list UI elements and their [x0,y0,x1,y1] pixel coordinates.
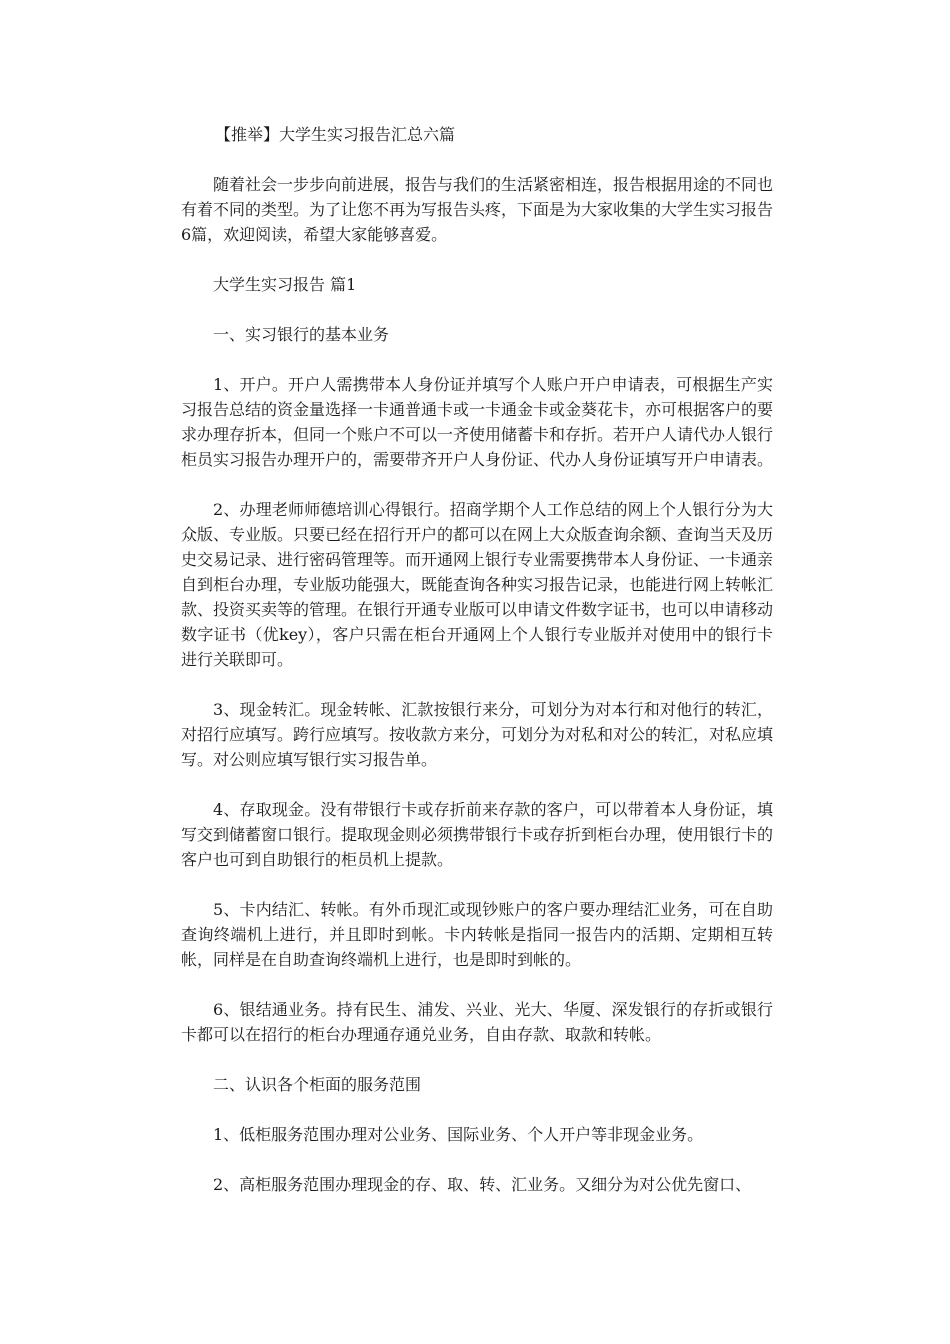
paragraph-high-counter: 2、高柜服务范围办理现金的存、取、转、汇业务。又细分为对公优先窗口、 [213,1175,752,1194]
spacer [181,872,773,897]
spacer [181,972,773,997]
intro-paragraph: 随着社会一步步向前进展，报告与我们的生活紧密相连，报告根据用途的不同也有着不同的类型。为了让您不再为写报告头疼，下面是为大家收集的大学生实习报告6篇，欢迎阅读，希望大家能够喜爱。 [181,175,774,244]
spacer [181,1097,773,1122]
paragraph-online-banking: 2、办理老师师德培训心得银行。招商学期个人工作总结的网上个人银行分为大众版、专业版。只要已经在招行开户的都可以在网上大众版查询余额、查询当天及历史交易记录、进行密码管理等。而开通网上银行专业需要携带本人身份证、一卡通亲自到柜台办理，专业版功能强大，既能查询各种实习报告记录，也能进行网上转帐汇款、投资买卖等的管理。在银行开通专业版可以申请文件数字证书，也可以申请移动数字证书（优key），客户只需在柜台开通网上个人银行专业版并对使用中的银行卡进行关联即可。 [181,500,774,669]
spacer [181,1047,773,1072]
paragraph-deposit-withdrawal: 4、存取现金。没有带银行卡或存折前来存款的客户，可以带着本人身份证，填写交到储蓄窗口银行。提取现金则必须携带银行卡或存折到柜台办理，使用银行卡的客户也可到自助银行的柜员机上提款。 [181,800,774,869]
spacer [181,672,773,697]
spacer [181,147,773,172]
paragraph-card-exchange: 5、卡内结汇、转帐。有外币现汇或现钞账户的客户要办理结汇业务，可在自助查询终端机上进行，并且即时到帐。卡内转帐是指同一报告内的活期、定期相互转帐，同样是在自助查询终端机上进行，也是即时到帐的。 [181,900,773,969]
document-title: 【推举】大学生实习报告汇总六篇 [215,125,456,144]
paragraph-cash-transfer: 3、现金转汇。现金转帐、汇款按银行来分，可划分为对本行和对他行的转汇，对招行应填写。跨行应填写。按收款方来分，可划分为对私和对公的转汇，对私应填写。对公则应填写银行实习报告单。 [181,700,774,769]
spacer [181,297,773,322]
paragraph-low-counter: 1、低柜服务范围办理对公业务、国际业务、个人开户等非现金业务。 [213,1125,704,1144]
document-body [181,122,773,1197]
section-heading-part1: 大学生实习报告 篇1 [213,275,357,294]
spacer [181,1147,773,1172]
spacer [181,472,773,497]
spacer [181,772,773,797]
spacer [181,247,773,272]
spacer [181,347,773,372]
paragraph-account-opening: 1、开户。开户人需携带本人身份证并填写个人账户开户申请表，可根据生产实习报告总结的资金量选择一卡通普通卡或一卡通金卡或金葵花卡，亦可根据客户的要求办理存折本，但同一个账户不可以一齐使用储蓄卡和存折。若开户人请代办人银行柜员实习报告办理开户的，需要带齐开户人身份证、代办人身份证填写开户申请表。 [181,375,774,469]
paragraph-yinjietong: 6、银结通业务。持有民生、浦发、兴业、光大、华厦、深发银行的存折或银行卡都可以在招行的柜台办理通存通兑业务，自由存款、取款和转帐。 [181,1000,773,1044]
subheading-counter-services: 二、认识各个柜面的服务范围 [213,1075,422,1094]
subheading-basic-business: 一、实习银行的基本业务 [213,325,390,344]
